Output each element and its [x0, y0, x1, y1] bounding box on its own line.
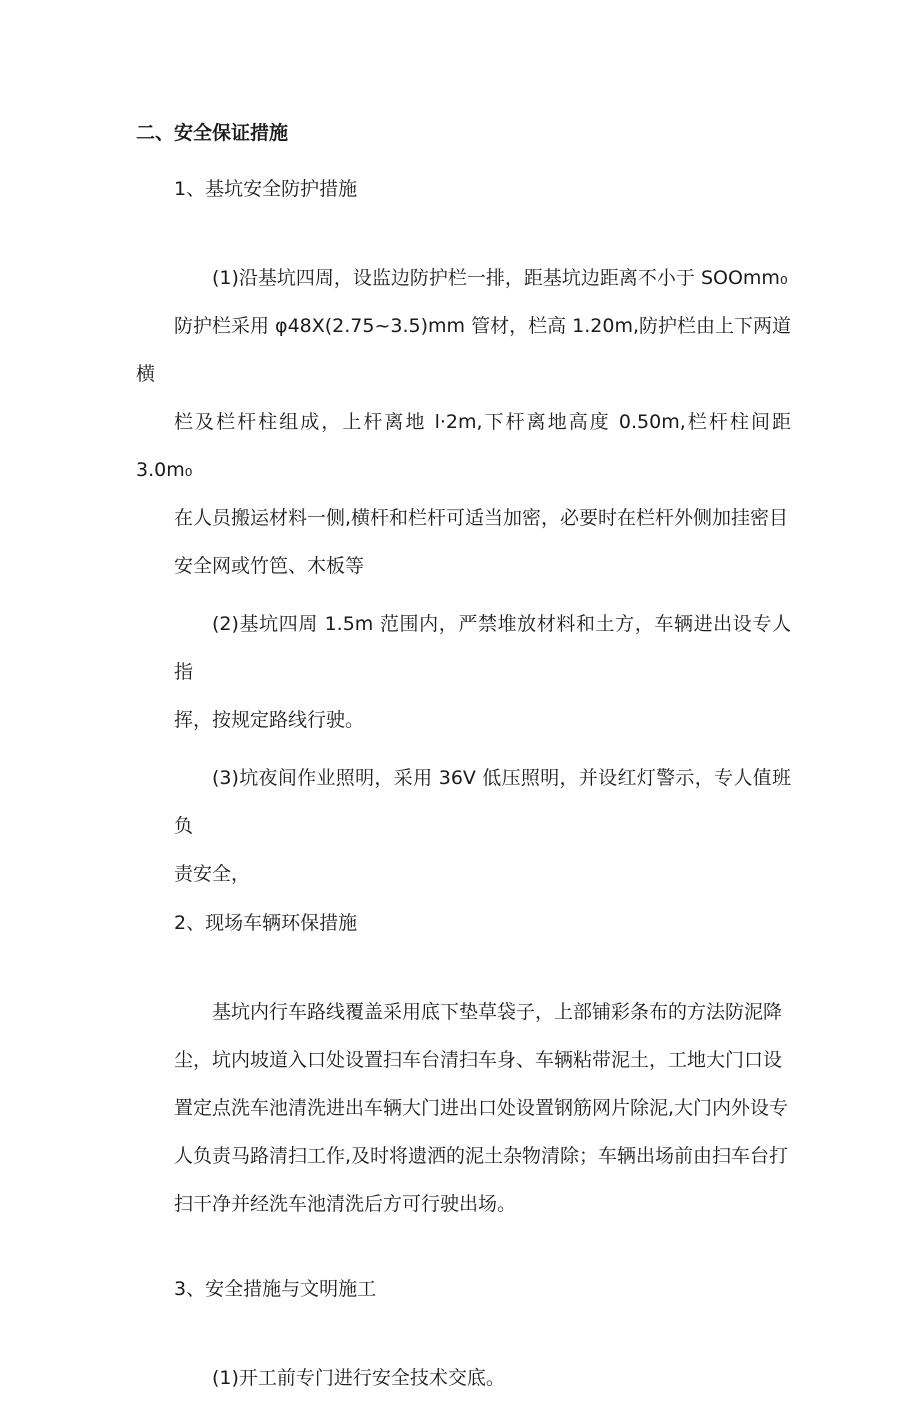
- paragraph-1-2: [136, 600, 791, 744]
- subheading-3: 3、安全措施与文明施工: [174, 1278, 377, 1300]
- paragraph-line: 挥，按规定路线行驶。: [174, 709, 365, 731]
- paragraph-line: 基坑内行车路线覆盖采用底下垫草袋子，上部铺彩条布的方法防泥降: [212, 1001, 783, 1023]
- paragraph-line: 防护栏采用 φ48X(2.75~3.5)mm 管材，栏高 1.20m,防护栏由上下两道横: [136, 315, 791, 385]
- paragraph-line: 责安全，: [174, 863, 251, 885]
- paragraph-2-1: [136, 988, 791, 1228]
- section-title: 二、安全保证措施: [136, 122, 289, 144]
- document-body: [136, 112, 791, 1412]
- paragraph-line: 置定点洗车池清洗进出车辆大门进出口处设置钢筋网片除泥,大门内外设专: [174, 1097, 789, 1119]
- paragraph-line: (1)开工前专门进行安全技术交底。: [212, 1367, 505, 1389]
- paragraph-1-1: [136, 254, 791, 590]
- paragraph-line: 尘，坑内坡道入口处设置扫车台清扫车身、车辆粘带泥土，工地大门口设: [174, 1049, 783, 1071]
- paragraph-line: 扫干净并经洗车池清洗后方可行驶出场。: [174, 1193, 517, 1215]
- subheading-1: 1、基坑安全防护措施: [174, 178, 358, 200]
- paragraph-line: 在人员搬运材料一侧,横杆和栏杆可适当加密，必要时在栏杆外侧加挂密目: [174, 507, 789, 529]
- paragraph-1-3: [136, 754, 791, 898]
- paragraph-line: 安全网或竹笆、木板等: [174, 555, 365, 577]
- subheading-2: 2、现场车辆环保措施: [174, 912, 358, 934]
- paragraph-line: (3)坑夜间作业照明，采用 36V 低压照明，并设红灯警示，专人值班负: [174, 767, 791, 837]
- paragraph-3-1: [136, 1354, 791, 1402]
- paragraph-line: 栏及栏杆柱组成，上杆离地 l·2m,下杆离地高度 0.50m,栏杆柱间距 3.0m₀: [136, 411, 791, 481]
- paragraph-line: (1)沿基坑四周，设监边防护栏一排，距基坑边距离不小于 SOOmm₀: [212, 267, 788, 289]
- paragraph-line: 人负责马路清扫工作,及时将遗洒的泥土杂物清除；车辆出场前由扫车台打: [174, 1145, 789, 1167]
- paragraph-line: (2)基坑四周 1.5m 范围内，严禁堆放材料和土方，车辆进出设专人指: [174, 613, 791, 683]
